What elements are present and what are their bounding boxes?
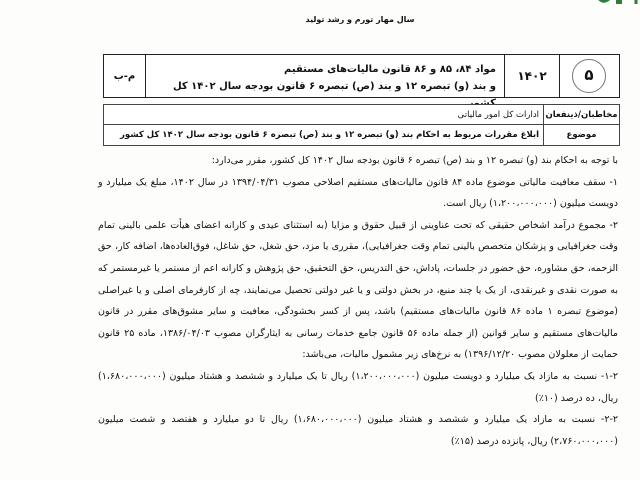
year-slogan: سال مهار تورم و رشد تولید: [305, 15, 415, 24]
recipients-row: [104, 105, 619, 125]
recipients-value: ادارات کل امور مالیاتی: [457, 110, 539, 120]
title-line-1: مواد ۸۴، ۸۵ و ۸۶ قانون مالیات‌های مستقیم: [284, 64, 496, 75]
intro-paragraph: با توجه به احکام بند (و) تبصره ۱۲ و بند (ص) تبصره ۶ قانون بودجه سال ۱۴۰۲ کل کشور، مقرر می‌دارد:: [211, 155, 618, 166]
subject-value: ابلاغ مقررات مربوط به احکام بند (و) تبصره ۱۲ و بند (ص) تبصره ۶ قانون بودجه سال ۱۴۰۲ کل کشور: [120, 130, 539, 140]
recipients-label: مخاطبان/ذینفعان: [543, 105, 619, 124]
circular-number: ۵: [572, 59, 606, 93]
clause-2: ۲- مجموع درآمد اشخاص حقیقی که تحت عناوینی از قبیل حقوق و مزایا (به استثنای عیدی و کارانه اعضای هیأت علمی بالینی تمام وقت جغرافیایی و پزشکان متخصص بالینی تمام وقت جغرافیایی)، مقرری یا مزد، حق شغل، حق شاغل، فوق‌العاده‌ها، اضافه کار، حق الزحمه، حق مشاوره، حق حضور در جلسات، پاداش، حق التدریس، حق التحقیق، حق پژوهش و کارانه اعم از مستمر یا غیرمستمر که به صورت نقدی و غیرنقدی، از یک یا چند منبع، در بخش دولتی و یا غیر دولتی تحصیل می‌نمایند، چه از کارفرمای اصلی و یا غیراصلی (موضوع تبصره ۱ ماده ۸۶ قانون مالیات‌های مستقیم) باشد، پس از کسر بخشودگی، معافیت و سایر مشوق‌های مقرر در قانون مالیات‌های مستقیم و سایر قوانین (از جمله ماده ۵۶ قانون جامع خدمات رسانی به ایثارگران مصوب ۱۳۸۶/۰۴/۰۳، ماده ۲۵ قانون حمایت از معلولان مصوب ۱۳۹۶/۱۲/۲۰) به نرخ‌های زیر مشمول مالیات، می‌باشد:: [98, 219, 618, 361]
emblem-logo: [592, 0, 640, 10]
circular-code: م-ب: [104, 55, 146, 97]
circular-title: [146, 55, 505, 97]
clause-2-2: ۲-۲- نسبت به مازاد یک میلیارد و ششصد و هشتاد میلیون (۱،۶۸۰،۰۰۰،۰۰۰) ریال تا دو میلیارد و هفتصد و شصت میلیون (۲،۷۶۰،۰۰۰،۰۰۰) ریال، پانزده درصد (۱۵٪): [98, 414, 618, 447]
circular-number-cell: [560, 55, 618, 97]
title-line-2: و بند (و) تبصره ۱۲ و بند (ص) تبصره ۶ قانون بودجه سال ۱۴۰۲ کل: [172, 81, 496, 92]
clause-1: ۱- سقف معافیت مالیاتی موضوع ماده ۸۴ قانون مالیات‌های مستقیم اصلاحی مصوب ۱۳۹۴/۰۴/۳۱ در سال ۱۴۰۲، مبلغ یک میلیارد و دویست میلیون (۱،۲۰۰،۰۰۰،۰۰۰) ریال است.: [98, 176, 619, 210]
document-body: [98, 150, 618, 452]
clause-2-1: ۱-۲- نسبت به مازاد یک میلیارد و دویست میلیون (۱،۲۰۰،۰۰۰،۰۰۰) ریال تا یک میلیارد و ششصد و هشتاد میلیون (۱،۶۸۰،۰۰۰،۰۰۰) ریال، ده درصد (۱۰٪): [98, 370, 619, 404]
circular-header: [103, 54, 620, 98]
subject-label: موضوع: [543, 125, 619, 145]
subject-row: [104, 125, 619, 145]
meta-table: [103, 104, 620, 146]
circular-year: ۱۴۰۲: [505, 55, 560, 97]
